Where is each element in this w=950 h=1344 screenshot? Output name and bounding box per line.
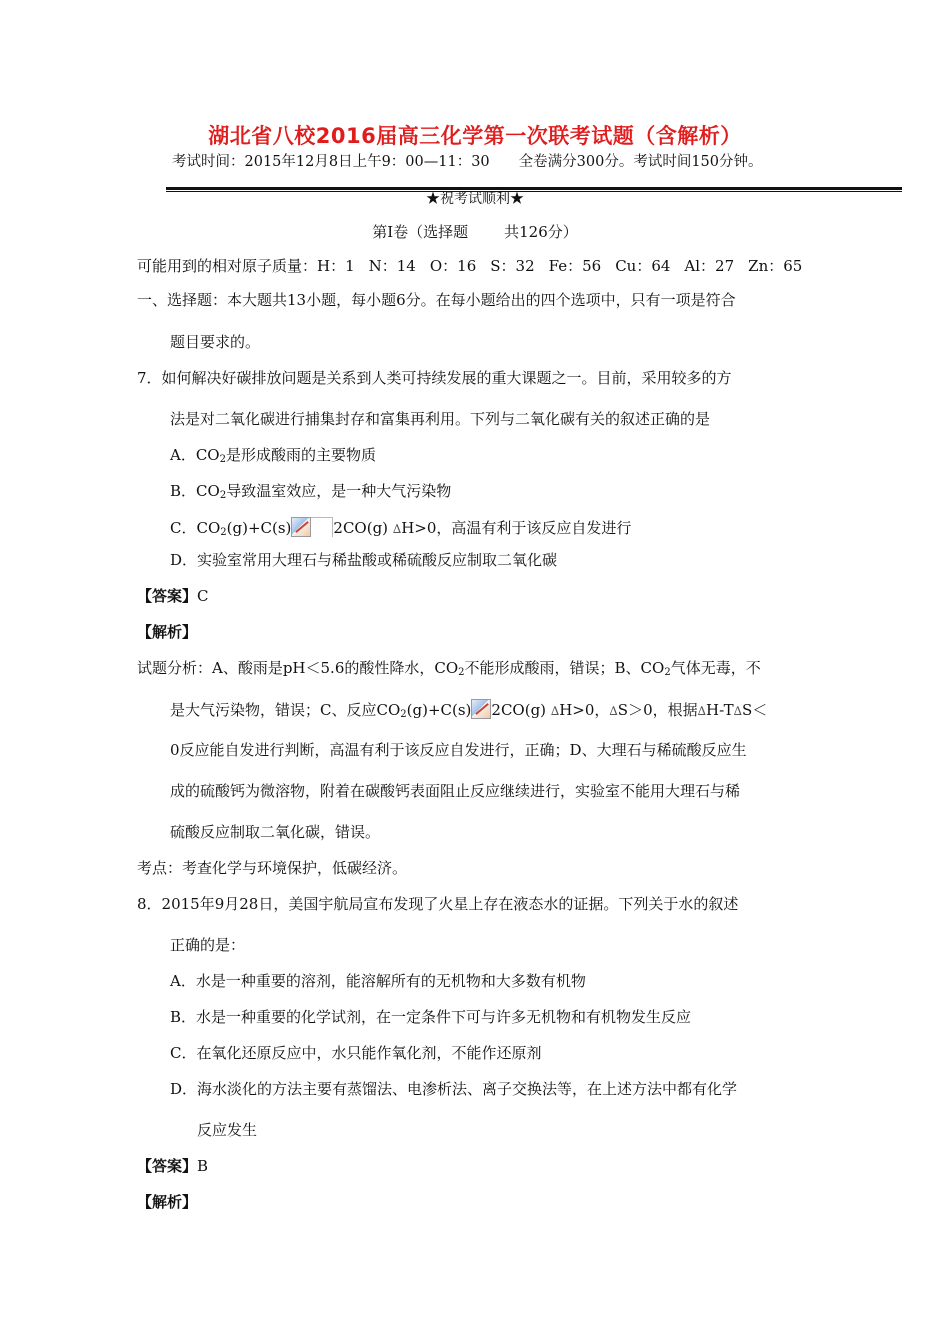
section-instructions-line1: 一、选择题：本大题共13小题，每小题6分。在每小题给出的四个选项中，只有一项是符合 <box>137 291 736 309</box>
q7-option-d: D．实验室常用大理石与稀盐酸或稀硫酸反应制取二氧化碳 <box>170 551 558 569</box>
delta-symbol: ∆ <box>550 704 560 718</box>
q7-analysis-sub: 2 <box>664 667 671 678</box>
atomic-mass-item: H：1 <box>317 257 355 275</box>
atomic-mass-item: Fe：56 <box>548 257 602 275</box>
q8-option-d-line2: 反应发生 <box>197 1121 258 1139</box>
q7-option-a-post: 是形成酸雨的主要物质 <box>225 446 376 464</box>
delta-symbol: ∆ <box>609 704 618 718</box>
atomic-mass-item: N：14 <box>368 257 416 275</box>
q7-analysis-line2 <box>170 699 767 721</box>
atomic-mass-item: Al：27 <box>684 257 735 275</box>
delta-symbol: ∆ <box>697 704 707 718</box>
broken-image-icon <box>291 517 311 537</box>
q7-option-c-tail: H>0，高温有利于该反应自发进行 <box>401 519 632 537</box>
volume-heading-part2: 共126分） <box>504 223 578 241</box>
q7-stem-line2: 法是对二氧化碳进行捕集封存和富集再利用。下列与二氧化碳有关的叙述正确的是 <box>170 410 711 428</box>
q7-option-c <box>170 517 631 539</box>
q8-answer <box>137 1156 208 1176</box>
atomic-mass-line <box>137 256 802 276</box>
q7-answer <box>137 586 209 606</box>
q7-analysis-line3: 0反应能自发进行判断，高温有利于该反应自发进行，正确；D、大理石与稀硫酸反应生 <box>170 741 747 759</box>
q7-analysis-text: 是大气污染物，错误；C、反应CO <box>170 701 401 719</box>
delta-symbol: ∆ <box>733 704 743 718</box>
q7-key-point: 考点：考查化学与环境保护，低碳经济。 <box>137 859 408 877</box>
atomic-mass-item: Zn：65 <box>748 257 803 275</box>
q7-analysis-text: S＞0，根据 <box>617 701 698 719</box>
q7-analysis-line5: 硫酸反应制取二氧化碳，错误。 <box>170 823 381 841</box>
q8-answer-label: 【答案】 <box>137 1157 198 1175</box>
q7-option-c-sub: 2 <box>220 527 227 538</box>
q7-option-a-sub: 2 <box>219 454 226 465</box>
q7-option-b-post: 导致温室效应，是一种大气污染物 <box>226 482 452 500</box>
q7-analysis-text: S＜ <box>742 701 768 719</box>
q7-analysis-text: 2CO(g) <box>491 701 547 719</box>
q7-option-a <box>170 445 376 465</box>
q7-analysis-line1 <box>137 658 761 678</box>
q7-option-b-pre: B．CO <box>170 482 220 500</box>
good-luck-line: ★祝考试顺利★ <box>426 191 524 207</box>
q8-option-b: B．水是一种重要的化学试剂，在一定条件下可与许多无机物和有机物发生反应 <box>170 1008 692 1026</box>
atomic-mass-item: Cu：64 <box>615 257 671 275</box>
atomic-mass-lead: 可能用到的相对原子质量： <box>137 257 318 275</box>
q7-analysis-text: 气体无毒，不 <box>670 659 761 677</box>
atomic-mass-item: S：32 <box>490 257 535 275</box>
q7-option-c-post: 2CO(g) <box>333 519 389 537</box>
q7-option-c-mid: (g)+C(s) <box>226 519 292 537</box>
q8-answer-value: B <box>197 1157 209 1175</box>
q8-stem-line1: 8．2015年9月28日，美国宇航局宣布发现了火星上存在液态水的证据。下列关于水的叙述 <box>137 895 739 913</box>
exam-info: 考试时间：2015年12月8日上午9：00—11：30 全卷满分300分。考试时间150分钟。 <box>172 154 763 170</box>
q7-option-a-pre: A．CO <box>170 446 220 464</box>
delta-symbol: ∆ <box>392 522 402 536</box>
q7-analysis-sub: 2 <box>458 667 465 678</box>
q7-analysis-label: 【解析】 <box>137 623 198 641</box>
q7-option-c-pre: C．CO <box>170 519 221 537</box>
q7-option-b <box>170 481 451 501</box>
q8-stem-line2: 正确的是： <box>170 936 246 954</box>
q7-analysis-text: (g)+C(s) <box>406 701 472 719</box>
q7-analysis-text: H>0， <box>559 701 610 719</box>
q8-option-a: A．水是一种重要的溶剂，能溶解所有的无机物和大多数有机物 <box>170 972 586 990</box>
volume-heading <box>0 222 950 242</box>
q7-answer-label: 【答案】 <box>137 587 198 605</box>
q7-analysis-text: H-T <box>706 701 734 719</box>
q7-analysis-text: 试题分析：A、酸雨是pH＜5.6的酸性降水，CO <box>137 659 459 677</box>
q7-answer-value: C <box>197 587 209 605</box>
q8-option-d-line1: D．海水淡化的方法主要有蒸馏法、电渗析法、离子交换法等，在上述方法中都有化学 <box>170 1080 738 1098</box>
q8-option-c: C．在氧化还原反应中，水只能作氧化剂，不能作还原剂 <box>170 1044 542 1062</box>
broken-image-icon <box>471 699 491 719</box>
volume-heading-part1: 第Ⅰ卷（选择题 <box>372 223 469 241</box>
document-title: 湖北省八校2016届高三化学第一次联考试题（含解析） <box>208 124 742 148</box>
atomic-mass-item: O：16 <box>429 257 477 275</box>
q8-analysis-label: 【解析】 <box>137 1193 198 1211</box>
q7-analysis-line4: 成的硫酸钙为微溶物，附着在碳酸钙表面阻止反应继续进行，实验室不能用大理石与稀 <box>170 782 741 800</box>
broken-image-frame <box>311 517 333 537</box>
q7-stem-line1: 7．如何解决好碳排放问题是关系到人类可持续发展的重大课题之一。目前，采用较多的方 <box>137 369 732 387</box>
section-instructions-line2: 题目要求的。 <box>170 333 261 351</box>
q7-option-b-sub: 2 <box>219 490 227 501</box>
q7-analysis-sub: 2 <box>400 709 407 720</box>
q7-analysis-text: 不能形成酸雨，错误；B、CO <box>464 659 665 677</box>
